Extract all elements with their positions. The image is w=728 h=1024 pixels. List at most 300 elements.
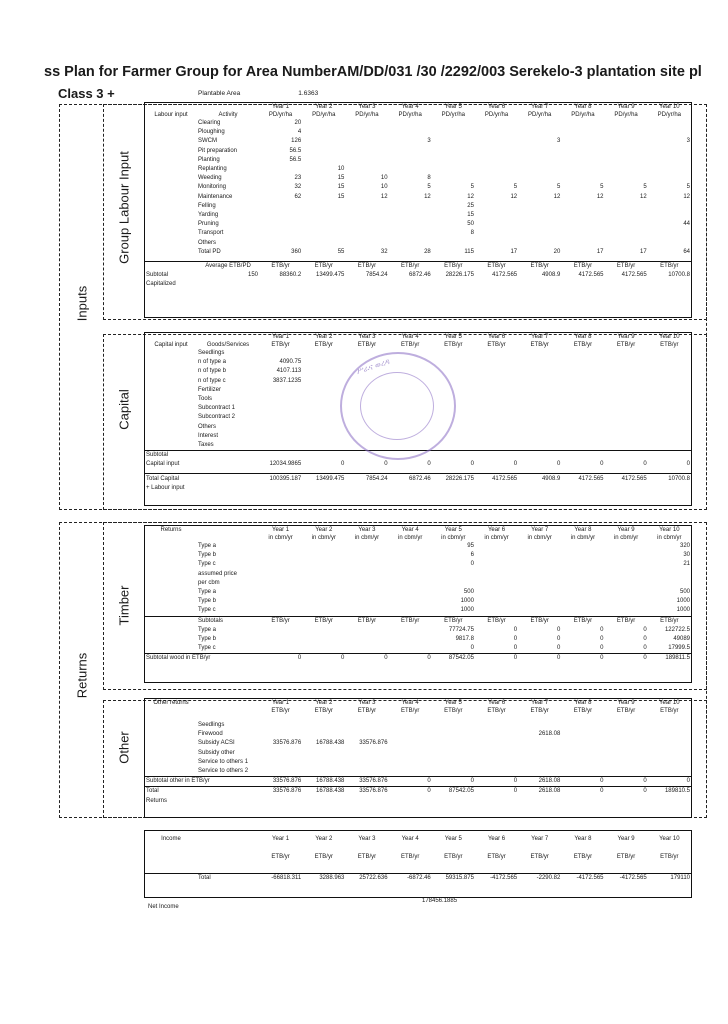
value-cell (302, 441, 345, 451)
table-row (145, 202, 691, 211)
year-header: Year 1 (272, 836, 290, 842)
document-title: ss Plan for Farmer Group for Area NumberAM/DD/031 /30 /2292/003 Serekelo-3 plantation site pl (44, 64, 702, 80)
value-cell (561, 588, 604, 597)
unit-header: ETB/yr (561, 616, 604, 626)
row-label: Total (145, 787, 197, 797)
unit-header: PD/yr/ha (614, 112, 638, 118)
unit-header: ETB/yr (400, 708, 420, 714)
subtotal-row (145, 280, 691, 289)
value-cell (648, 174, 691, 183)
value-cell (648, 758, 691, 767)
value-cell: 30 (683, 552, 690, 559)
table-row (145, 551, 691, 560)
spacer-row (145, 861, 691, 874)
year-header: Year 8 (574, 836, 592, 842)
empty-cell (389, 797, 432, 806)
unit-header: ETB/yr (530, 854, 549, 860)
value-cell (259, 238, 302, 247)
value-cell: 12 (640, 193, 647, 200)
value-cell (345, 211, 388, 220)
value-cell (345, 588, 388, 597)
value-cell (605, 432, 648, 441)
value-cell (389, 767, 432, 777)
value-cell (518, 560, 561, 569)
value-cell (475, 730, 518, 739)
value-cell (432, 165, 475, 174)
value-cell: 150 (247, 272, 258, 279)
year-header: Year 9 (617, 104, 635, 110)
value-cell (302, 635, 345, 644)
empty-cell (302, 843, 345, 853)
value-cell (648, 156, 691, 165)
value-cell (605, 551, 648, 560)
table-row (145, 248, 691, 257)
header-row (145, 333, 691, 341)
value-cell (561, 229, 604, 238)
value-cell: 0 (605, 654, 648, 664)
value-cell (561, 349, 604, 358)
value-cell (389, 626, 432, 635)
value-cell (432, 758, 475, 767)
table-row (145, 128, 691, 137)
empty-cell (145, 404, 197, 413)
empty-cell (389, 484, 432, 493)
value-cell (259, 570, 302, 579)
value-cell (345, 220, 388, 229)
empty-cell (197, 861, 259, 874)
value-cell: 87542.05 (432, 654, 475, 664)
year-header: Year 8 (574, 700, 592, 706)
row-label: Transport (198, 230, 224, 237)
empty-cell (145, 261, 197, 271)
value-cell: 33576.876 (259, 777, 302, 787)
value-cell (518, 423, 561, 432)
value-cell (561, 579, 604, 588)
value-cell: 62 (294, 193, 302, 200)
value-cell: 500 (463, 589, 474, 596)
unit-header: ETB/yr (660, 708, 679, 714)
empty-cell (145, 165, 197, 174)
value-cell (475, 358, 518, 367)
row-label: Subtotals (197, 616, 259, 626)
unit-header: PD/yr/ha (657, 112, 682, 118)
value-cell: 6872.46 (409, 272, 431, 279)
row-label: Total PD (198, 248, 221, 255)
empty-cell (145, 579, 197, 588)
value-cell (302, 767, 345, 777)
unit-header: ETB/yr (389, 261, 432, 271)
total-row (145, 874, 691, 884)
empty-cell (145, 229, 197, 238)
unit-header: in cbm/yr (354, 535, 380, 541)
value-cell: 115 (464, 248, 474, 255)
value-cell (345, 767, 388, 777)
value-cell: 4107.113 (276, 368, 302, 375)
row-label: Service to others 2 (198, 768, 249, 775)
empty-cell (145, 377, 197, 386)
empty-cell (518, 843, 561, 853)
value-cell: 12 (467, 193, 474, 200)
empty-cell (302, 797, 345, 806)
value-cell (648, 423, 691, 432)
row-label: Planting (198, 156, 220, 163)
value-cell (648, 441, 691, 451)
value-cell (605, 606, 648, 616)
year-header: Year 8 (574, 104, 592, 110)
row-label: Type a (198, 626, 217, 633)
year-header: Year 6 (487, 527, 506, 533)
value-cell: 12 (510, 193, 518, 200)
unit-header: ETB/yr (432, 616, 475, 626)
value-cell (605, 413, 648, 422)
unit-header: ETB/yr (573, 708, 593, 714)
empty-cell (518, 451, 561, 461)
total-row (145, 474, 691, 484)
value-cell: 15 (467, 211, 474, 218)
value-cell: 0 (389, 787, 432, 797)
year-header: Year 4 (401, 700, 419, 706)
value-cell (518, 588, 561, 597)
unit-header: in cbm/yr (484, 535, 509, 541)
value-cell (475, 349, 518, 358)
value-cell (475, 588, 518, 597)
value-cell: 28 (424, 248, 431, 255)
value-cell: 0 (427, 461, 431, 468)
empty-cell (145, 202, 197, 211)
value-cell: 7854.24 (345, 474, 388, 484)
empty-cell (145, 147, 197, 156)
empty-cell (518, 861, 561, 874)
value-cell: 126 (291, 138, 302, 145)
value-cell (605, 570, 648, 579)
value-cell (475, 211, 518, 220)
value-cell (561, 606, 604, 616)
year-header: Year 10 (659, 104, 680, 110)
header-row (145, 111, 691, 119)
value-cell: 16788.438 (316, 740, 345, 747)
value-cell: 12034.9865 (269, 461, 302, 468)
value-cell (648, 739, 691, 748)
unit-header: ETB/yr (357, 854, 377, 860)
income-table-box (144, 830, 692, 898)
subtotals-row (145, 616, 691, 626)
value-cell (518, 570, 561, 579)
empty-cell (145, 707, 197, 715)
value-cell: 0 (470, 461, 474, 468)
unit-header: ETB/yr (345, 261, 388, 271)
row-label: Pit preparation (198, 147, 238, 154)
value-cell (389, 542, 432, 551)
empty-cell (145, 861, 197, 874)
value-cell (389, 165, 432, 174)
empty-cell (302, 451, 345, 461)
subtotal-row (145, 777, 691, 787)
value-cell: 3 (556, 138, 561, 145)
value-cell: 500 (679, 589, 690, 596)
value-cell: 0 (513, 461, 518, 468)
value-cell: 0 (605, 777, 648, 787)
value-cell (605, 749, 648, 758)
value-cell: 50 (467, 221, 474, 228)
year-header: Year 7 (531, 104, 549, 110)
value-cell: 88360.2 (279, 272, 302, 279)
value-cell (561, 238, 604, 247)
value-cell: 1000 (676, 598, 690, 605)
value-cell (561, 560, 604, 569)
year-header: Year 2 (315, 334, 333, 340)
inputs-section-label: Inputs (74, 285, 90, 322)
table-row (145, 238, 691, 247)
unit-header: ETB/yr (487, 854, 506, 860)
row-label: Weeding (198, 175, 222, 182)
unit-header: ETB/yr (648, 616, 691, 626)
value-cell: 0 (470, 645, 474, 652)
value-cell (302, 606, 345, 616)
unit-header: ETB/yr (487, 342, 506, 348)
value-cell (302, 367, 345, 376)
value-cell (302, 377, 345, 386)
empty-cell (145, 333, 197, 341)
empty-cell (389, 861, 432, 874)
value-cell (432, 739, 475, 748)
empty-cell (145, 395, 197, 404)
year-header: Year 1 (272, 700, 290, 706)
value-cell: 15 (337, 193, 345, 200)
value-cell (259, 229, 302, 238)
value-cell (259, 404, 302, 413)
year-header: Year 1 (272, 527, 290, 533)
value-cell (518, 413, 561, 422)
row-label: Subsidy ACSI (198, 740, 235, 747)
empty-cell (302, 484, 345, 493)
empty-cell (432, 797, 475, 806)
value-cell: 0 (600, 635, 604, 642)
value-cell (518, 542, 561, 551)
column-header: Labour input (154, 112, 188, 118)
value-cell (302, 749, 345, 758)
year-header: Year 2 (315, 836, 333, 842)
value-cell (561, 551, 604, 560)
year-header: Year 4 (401, 836, 419, 842)
value-cell: 0 (475, 787, 518, 797)
unit-header: ETB/yr (345, 616, 388, 626)
value-cell (432, 721, 475, 730)
value-cell (648, 211, 691, 220)
unit-header: ETB/yr (616, 708, 636, 714)
value-cell (302, 220, 345, 229)
unit-header: ETB/yr (573, 342, 593, 348)
value-cell (648, 119, 691, 128)
table-row (145, 635, 691, 644)
value-cell: 122722.5 (664, 626, 690, 633)
value-cell: 1000 (460, 607, 474, 614)
value-cell (605, 229, 648, 238)
value-cell: 5 (427, 184, 431, 191)
value-cell (518, 721, 561, 730)
value-cell: 0 (556, 635, 561, 642)
value-cell (475, 423, 518, 432)
value-cell (518, 119, 561, 128)
year-header: Year 5 (444, 104, 462, 110)
year-header: Year 4 (401, 527, 419, 533)
value-cell (345, 721, 388, 730)
unit-header: ETB/yr (271, 854, 290, 860)
year-header: Year 5 (444, 836, 462, 842)
value-cell (475, 749, 518, 758)
value-cell: 4090.75 (279, 359, 302, 366)
empty-cell (475, 843, 518, 853)
value-cell (259, 202, 302, 211)
row-label: Type a (198, 589, 217, 596)
value-cell (259, 542, 302, 551)
value-cell (302, 358, 345, 367)
value-cell: 33576.876 (259, 787, 302, 797)
value-cell: 10 (380, 184, 388, 191)
value-cell: 4908.9 (518, 474, 561, 484)
value-cell: 12 (683, 193, 690, 200)
unit-header: PD/yr/ha (571, 112, 595, 118)
value-cell (389, 551, 432, 560)
table-row (145, 193, 691, 202)
empty-cell (197, 699, 259, 707)
value-cell (561, 395, 604, 404)
value-cell: 33576.876 (345, 777, 388, 787)
value-cell (345, 560, 388, 569)
value-cell (648, 721, 691, 730)
year-header: Year 9 (617, 334, 635, 340)
value-cell: 15 (337, 175, 345, 182)
value-cell (605, 730, 648, 739)
table-row (145, 220, 691, 229)
value-cell (389, 721, 432, 730)
row-label: SWCM (198, 138, 217, 145)
value-cell (518, 238, 561, 247)
value-cell (432, 358, 475, 367)
row-label: Subtotal wood in ETB/yr (145, 654, 259, 664)
value-cell: 0 (643, 645, 647, 652)
row-label: Felling (198, 202, 216, 209)
year-header: Year 7 (531, 527, 549, 533)
value-cell: 12 (380, 193, 388, 200)
year-header: Year 3 (358, 700, 376, 706)
value-cell: 10 (337, 166, 345, 173)
value-cell (345, 626, 388, 635)
value-cell: 179110 (648, 874, 691, 884)
value-cell (302, 758, 345, 767)
value-cell (259, 386, 302, 395)
value-cell (605, 441, 648, 451)
value-cell (302, 119, 345, 128)
empty-cell (145, 570, 197, 579)
empty-cell (197, 460, 259, 469)
unit-header: ETB/yr (518, 261, 561, 271)
value-cell (475, 395, 518, 404)
value-cell: 0 (561, 777, 604, 787)
unit-header: ETB/yr (400, 854, 420, 860)
value-cell (605, 579, 648, 588)
empty-cell (145, 853, 197, 861)
value-cell (605, 377, 648, 386)
empty-cell (145, 635, 197, 644)
empty-cell (145, 413, 197, 422)
column-header: Other returns (153, 700, 189, 706)
value-cell (432, 238, 475, 247)
value-cell (561, 137, 604, 146)
value-cell (259, 395, 302, 404)
value-cell: 3288.963 (302, 874, 345, 884)
value-cell (302, 542, 345, 551)
header-row (145, 534, 691, 542)
year-header: Year 6 (487, 334, 506, 340)
value-cell: 4172.565 (621, 272, 647, 279)
empty-cell (605, 861, 648, 874)
value-cell (605, 767, 648, 777)
value-cell (475, 229, 518, 238)
value-cell (561, 174, 604, 183)
value-cell (259, 597, 302, 606)
value-cell: 5 (686, 184, 690, 191)
unit-header: PD/yr/ha (441, 112, 466, 118)
unit-header: ETB/yr (487, 708, 506, 714)
row-label: Subtotal other in ETB/yr (145, 777, 259, 787)
year-header: Year 1 (272, 104, 290, 110)
empty-cell (197, 534, 259, 542)
value-cell (561, 423, 604, 432)
value-cell (432, 137, 475, 146)
value-cell (648, 367, 691, 376)
empty-cell (561, 451, 604, 461)
table-row (145, 626, 691, 635)
unit-header: ETB/yr (475, 616, 518, 626)
value-cell (345, 749, 388, 758)
value-cell (475, 147, 518, 156)
empty-cell (197, 451, 259, 461)
value-cell (475, 220, 518, 229)
official-stamp (340, 352, 456, 460)
value-cell: 17 (640, 248, 647, 255)
value-cell: 0 (475, 654, 518, 664)
value-cell (648, 202, 691, 211)
unit-header: in cbm/yr (311, 535, 336, 541)
empty-cell (197, 707, 259, 715)
value-cell (345, 606, 388, 616)
value-cell (345, 542, 388, 551)
row-label: Maintenance (198, 193, 233, 200)
empty-cell (345, 484, 388, 493)
empty-cell (345, 280, 388, 289)
year-header: Year 3 (358, 836, 376, 842)
empty-cell (145, 588, 197, 597)
average-row (145, 261, 691, 271)
unit-header: ETB/yr (357, 342, 377, 348)
value-cell (605, 128, 648, 137)
value-cell (475, 767, 518, 777)
value-cell: 0 (600, 626, 604, 633)
value-cell (259, 644, 302, 654)
empty-cell (145, 119, 197, 128)
value-cell (605, 542, 648, 551)
header-row (145, 835, 691, 843)
unit-header: PD/yr/ha (312, 112, 336, 118)
value-cell (259, 606, 302, 616)
value-cell (389, 644, 432, 654)
value-cell (259, 635, 302, 644)
empty-cell (302, 861, 345, 874)
year-header: Year 3 (358, 104, 376, 110)
value-cell (561, 156, 604, 165)
value-cell: 0 (648, 777, 691, 787)
value-cell (605, 588, 648, 597)
